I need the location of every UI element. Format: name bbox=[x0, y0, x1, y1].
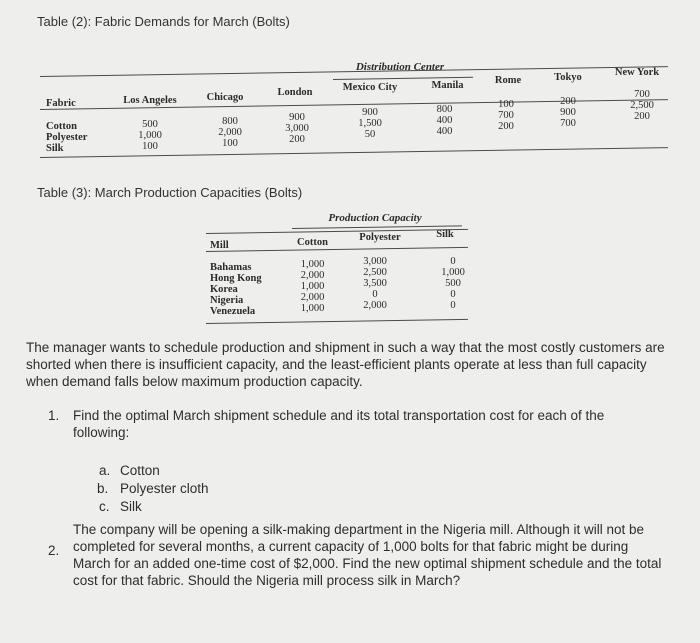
table3-cell: 1,000 bbox=[300, 281, 325, 292]
col-rome: Rome bbox=[494, 75, 522, 86]
table3-group-header: Production Capacity bbox=[328, 212, 422, 224]
col-tokyo: Tokyo bbox=[554, 72, 582, 83]
table2-cell: 400 bbox=[436, 126, 453, 137]
col-cotton: Cotton bbox=[297, 237, 328, 248]
table3-caption: Table (3): March Production Capacities (Bolts) bbox=[37, 185, 303, 200]
row-label-cotton: Cotton bbox=[46, 121, 77, 132]
table3-cell: 1,000 bbox=[300, 303, 325, 314]
question-2-text: The company will be opening a silk-making department in the Nigeria mill. Although it will not be completed for several months, a current capacity of 1,000 bolts for that fabric might be during March for an added one-time cost of $2,000. Find the new optimal shipment schedule and the total cost for that fabric. Should the Nigeria mill process silk in March? bbox=[73, 522, 662, 588]
table2-cell: 700 bbox=[560, 118, 576, 129]
table2-caption: Table (2): Fabric Demands for March (Bolts) bbox=[37, 14, 290, 29]
table2-cell: 200 bbox=[560, 96, 576, 107]
question-1b-label: b. bbox=[97, 481, 109, 496]
table2-cell: 800 bbox=[222, 116, 238, 127]
table2-cell: 200 bbox=[498, 121, 514, 132]
table2-cell: 100 bbox=[142, 141, 158, 152]
row-label-polyester: Polyester bbox=[46, 132, 88, 143]
table2-cell: 200 bbox=[289, 134, 305, 145]
col-los-angeles: Los Angeles bbox=[123, 95, 177, 106]
table3-cell: 0 bbox=[450, 300, 456, 311]
col-polyester: Polyester bbox=[359, 232, 401, 243]
question-1a-label: a. bbox=[99, 463, 111, 478]
col-manila: Manila bbox=[431, 80, 464, 91]
table2-cell: 100 bbox=[498, 99, 514, 110]
table2-cell: 700 bbox=[634, 89, 650, 100]
question-1-text: Find the optimal March shipment schedule and its total transportation cost for each of the following: bbox=[73, 408, 605, 440]
table3-cell: 1,000 bbox=[441, 267, 465, 278]
col-new-york: New York bbox=[614, 67, 660, 78]
row-label-korea: Korea bbox=[210, 284, 238, 295]
table2-cell: 800 bbox=[436, 104, 453, 115]
table3-bottom-rule bbox=[206, 319, 468, 324]
row-label-nigeria: Nigeria bbox=[210, 295, 244, 306]
col-chicago: Chicago bbox=[206, 92, 244, 103]
row-label-hong-kong: Hong Kong bbox=[210, 273, 262, 284]
table2-cell: 400 bbox=[436, 115, 453, 126]
col-silk: Silk bbox=[436, 229, 454, 240]
question-1c-text: Silk bbox=[120, 499, 142, 514]
table3-cell: 1,000 bbox=[300, 259, 325, 270]
row-label-venezuela: Venezuela bbox=[210, 306, 256, 317]
row-label-silk: Silk bbox=[46, 143, 64, 154]
question-1-number: 1. bbox=[48, 408, 60, 423]
table3-cell: 3,000 bbox=[363, 256, 387, 267]
table2-cell: 2,500 bbox=[630, 100, 654, 111]
table2-cell: 900 bbox=[289, 112, 305, 123]
fabric-header: Fabric bbox=[46, 98, 76, 109]
table2-cell: 3,000 bbox=[285, 123, 309, 134]
table2-cell: 1,000 bbox=[138, 130, 162, 141]
question-2-number: 2. bbox=[48, 543, 60, 558]
row-label-bahamas: Bahamas bbox=[210, 262, 252, 273]
table2-cell: 900 bbox=[362, 107, 378, 118]
col-london: London bbox=[277, 87, 313, 98]
table2-cell: 700 bbox=[498, 110, 514, 121]
question-1a-text: Cotton bbox=[120, 463, 160, 478]
question-1b-text: Polyester cloth bbox=[120, 481, 209, 496]
table3-cell: 3,500 bbox=[363, 278, 387, 289]
table3-cell: 0 bbox=[372, 289, 378, 300]
table2-cell: 2,000 bbox=[218, 127, 242, 138]
mill-header: Mill bbox=[210, 240, 229, 251]
question-1c-label: c. bbox=[99, 499, 110, 514]
intro-paragraph: The manager wants to schedule production and shipment in such a way that the most costly customers are shorted when there is insufficient capacity, and the least-efficient plants operate at less than full capacity when demand falls below maximum production capacity. bbox=[26, 340, 665, 389]
table3-cell: 0 bbox=[450, 289, 456, 300]
table3-cell: 500 bbox=[445, 278, 461, 289]
table3-cell: 2,500 bbox=[363, 267, 387, 278]
table2-cell: 1,500 bbox=[358, 118, 382, 129]
table3-cell: 2,000 bbox=[300, 292, 325, 303]
table2-cell: 50 bbox=[364, 129, 376, 140]
table3-cell: 0 bbox=[450, 256, 456, 267]
table3-cell: 2,000 bbox=[300, 270, 325, 281]
table2-cell: 900 bbox=[560, 107, 576, 118]
table3-cell: 2,000 bbox=[363, 300, 387, 311]
col-mexico-city: Mexico City bbox=[342, 82, 398, 93]
table2-group-header: Distribution Center bbox=[355, 61, 445, 73]
table2-cell: 200 bbox=[634, 111, 650, 122]
table2-cell: 100 bbox=[222, 138, 238, 149]
table2-cell: 500 bbox=[142, 119, 158, 130]
